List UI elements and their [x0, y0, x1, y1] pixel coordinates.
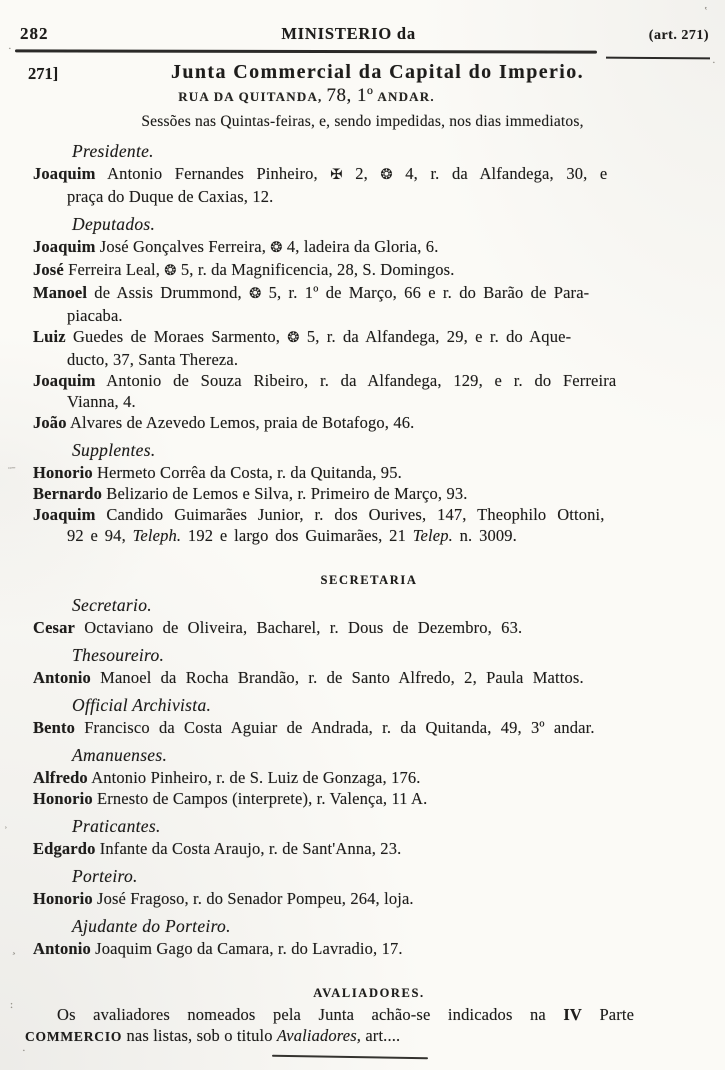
entry-line: [33, 236, 705, 259]
bold-text: Joaquim: [33, 164, 96, 183]
document-body: [0, 131, 725, 1058]
rosette-insignia-icon: ❂: [249, 286, 262, 302]
directory-entry: [33, 767, 705, 788]
text-segment: 92 e 94,: [67, 526, 133, 545]
text-segment: Antonio Pinheiro, r. de S. Luiz de Gonzaga, 176.: [87, 768, 421, 787]
text-segment: Hermeto Corrêa da Costa, r. da Quitanda, 95.: [92, 463, 402, 482]
text-segment: Vianna, 4.: [67, 392, 136, 411]
entry-line: [33, 259, 705, 282]
text-segment: Ernesto de Campos (interprete), r. Valença, 11 A.: [92, 789, 428, 808]
rosette-insignia-icon: ❂: [270, 240, 283, 256]
entry-line: [33, 391, 705, 412]
directory-entry: [33, 236, 705, 259]
italic-text: Telep.: [412, 526, 453, 545]
text-segment: piacaba.: [67, 306, 123, 325]
article-number: 271]: [28, 64, 59, 83]
entry-line: [33, 767, 705, 788]
text-segment: 5, r. da Magnificencia, 28, S. Domingos.: [176, 260, 455, 279]
running-title: MINISTERIO da: [281, 24, 416, 43]
text-segment: José Gonçalves Ferreira,: [95, 237, 271, 256]
entry-line: [33, 326, 705, 349]
rosette-insignia-icon: ❂: [164, 263, 177, 279]
address-street: RUA DA QUITANDA,: [178, 89, 323, 104]
entry-line: [25, 1025, 705, 1047]
text-segment: 5, r. 1º de Março, 66 e r. do Barão de Para-: [261, 283, 590, 302]
italic-text: Teleph.: [132, 526, 182, 545]
rosette-insignia-icon: ❂: [380, 167, 393, 183]
text-segment: Antonio Fernandes Pinheiro,: [95, 164, 331, 183]
text-segment: ducto, 37, Santa Thereza.: [67, 350, 239, 369]
directory-entry: [33, 370, 705, 412]
section-heading-secretario: Secretario.: [72, 595, 152, 615]
section-heading-praticantes: Praticantes.: [72, 816, 161, 836]
text-segment: Joaquim Gago da Camara, r. do Lavradio, 17.: [90, 939, 403, 958]
bold-text: Honorio: [33, 463, 93, 482]
running-header: [0, 0, 725, 44]
directory-entry: [33, 462, 705, 483]
bold-text: Joaquim: [33, 371, 96, 390]
scan-artifact: ·: [8, 43, 12, 55]
cross-insignia-icon: ✠: [330, 167, 343, 183]
closing-paragraph: [25, 1004, 705, 1047]
bold-text: Cesar: [33, 618, 75, 637]
bold-text: Edgardo: [33, 839, 96, 858]
bold-text: Alfredo: [33, 768, 88, 787]
directory-entry: [33, 504, 705, 546]
entry-line: [33, 462, 705, 483]
text-segment: n. 3009.: [452, 526, 517, 545]
directory-entry: [33, 838, 705, 859]
bold-text: Bento: [33, 718, 75, 737]
rosette-insignia-icon: ❂: [287, 330, 300, 346]
bold-text: Antonio: [33, 939, 91, 958]
entry-line: [33, 504, 705, 525]
bold-text: Bernardo: [33, 484, 103, 503]
header-rule: [15, 49, 597, 53]
article-reference: (art. 271): [648, 28, 709, 43]
scan-artifact: ¸: [12, 943, 16, 955]
text-segment: Antonio de Souza Ribeiro, r. da Alfandega, 129, e r. do Ferreira: [95, 371, 617, 390]
bold-text: João: [33, 413, 67, 432]
directory-entry: [33, 617, 705, 638]
text-segment: de Assis Drummond,: [87, 283, 250, 302]
section-heading-supplentes: Supplentes.: [72, 440, 156, 460]
text-segment: Parte: [582, 1005, 635, 1024]
entry-line: [33, 305, 705, 326]
page-number: 282: [20, 24, 49, 43]
directory-entry: [33, 259, 705, 282]
text-segment: nas listas, sob o titulo: [122, 1026, 277, 1045]
text-segment: 4, r. da Alfandega, 30, e: [392, 164, 608, 183]
directory-entry: [33, 888, 705, 909]
directory-entry: [33, 717, 705, 738]
directory-entry: [33, 938, 705, 959]
scan-artifact: ¨ˉ: [8, 465, 16, 477]
text-segment: Os avaliadores nomeados pela Junta achão-se indicados na: [57, 1005, 564, 1024]
section-heading-deputados: Deputados.: [72, 214, 156, 234]
entry-line: [33, 186, 705, 207]
text-segment: praça do Duque de Caxias, 12.: [67, 187, 274, 206]
bold-text: Manoel: [33, 283, 88, 302]
scan-artifact: ‛: [704, 5, 708, 17]
bold-text: Antonio: [33, 668, 91, 687]
entry-line: [33, 483, 705, 504]
entry-line: [33, 282, 705, 305]
bold-text: Joaquim: [33, 237, 96, 256]
section-heading-presidente: Presidente.: [72, 141, 154, 161]
entry-line: [33, 617, 705, 638]
entry-line: [33, 412, 705, 433]
text-segment: Candido Guimarães Junior, r. dos Ourives, 147, Theophilo Ottoni,: [95, 505, 605, 524]
entry-line: [33, 838, 705, 859]
header-rule-right: [606, 57, 710, 60]
scan-artifact: ·: [22, 1045, 26, 1057]
text-segment: Infante da Costa Araujo, r. de Sant'Anna, 23.: [95, 839, 402, 858]
text-segment: Ferreira Leal,: [63, 260, 165, 279]
scan-artifact: ·: [712, 57, 716, 69]
section-heading-thesoureiro: Thesoureiro.: [72, 645, 165, 665]
masthead: [0, 61, 725, 131]
section-heading-official-archivista: Official Archivista.: [72, 695, 212, 715]
entry-line: [33, 349, 705, 370]
text-segment: art....: [361, 1026, 401, 1045]
bold-text: Honorio: [33, 789, 93, 808]
section-heading-amanuenses: Amanuenses.: [72, 745, 168, 765]
directory-entry: [33, 282, 705, 326]
bold-text: José: [33, 260, 64, 279]
entry-line: [33, 163, 705, 186]
entry-line: [33, 525, 705, 546]
text-segment: 4, ladeira da Gloria, 6.: [282, 237, 439, 256]
italic-text: Avaliadores,: [276, 1026, 362, 1045]
entry-line: [33, 667, 705, 688]
directory-entry: [33, 483, 705, 504]
bold-text: IV: [563, 1005, 582, 1024]
text-segment: Belizario de Lemos e Silva, r. Primeiro de Março, 93.: [102, 484, 468, 503]
address-floor: ANDAR.: [377, 89, 435, 104]
directory-entry: [33, 412, 705, 433]
address-number: 78, 1º: [326, 85, 374, 106]
section-heading-ajudante-do-porteiro: Ajudante do Porteiro.: [72, 916, 231, 936]
address-line: [0, 85, 725, 107]
smallcaps-text: COMMERCIO: [25, 1029, 123, 1044]
session-note: Sessões nas Quintas-feiras, e, sendo impedidas, nos dias immediatos,: [141, 113, 584, 130]
entry-line: [33, 888, 705, 909]
text-segment: 2,: [342, 164, 381, 183]
text-segment: Alvares de Azevedo Lemos, praia de Botafogo, 46.: [66, 413, 415, 432]
bold-text: Luiz: [33, 327, 66, 346]
section-heading-porteiro: Porteiro.: [72, 866, 138, 886]
end-divider: [272, 1055, 428, 1059]
entry-line: [33, 717, 705, 738]
entry-line: [33, 938, 705, 959]
directory-entry: [33, 788, 705, 809]
scan-artifact: :: [10, 999, 14, 1011]
text-segment: Manoel da Rocha Brandão, r. de Santo Alfredo, 2, Paula Mattos.: [90, 668, 584, 687]
directory-entry: [33, 667, 705, 688]
text-segment: José Fragoso, r. do Senador Pompeu, 264, loja.: [92, 889, 414, 908]
entry-line: [33, 788, 705, 809]
center-heading-secretaria: SECRETARIA: [320, 573, 418, 587]
center-heading-avaliadores: AVALIADORES.: [313, 986, 425, 1000]
text-segment: Octaviano de Oliveira, Bacharel, r. Dous de Dezembro, 63.: [74, 618, 523, 637]
scan-artifact: ʾ: [4, 825, 8, 837]
entry-line: [33, 1004, 705, 1025]
organization-title: Junta Commercial da Capital do Imperio.: [170, 61, 585, 83]
bold-text: Honorio: [33, 889, 93, 908]
text-segment: 192 e largo dos Guimarães, 21: [181, 526, 413, 545]
bold-text: Joaquim: [33, 505, 96, 524]
directory-entry: [33, 163, 705, 207]
text-segment: 5, r. da Alfandega, 29, e r. do Aque-: [299, 327, 572, 346]
text-segment: Guedes de Moraes Sarmento,: [65, 327, 288, 346]
entry-line: [33, 370, 705, 391]
directory-entry: [33, 326, 705, 370]
text-segment: Francisco da Costa Aguiar de Andrada, r. da Quitanda, 49, 3º andar.: [75, 718, 595, 737]
